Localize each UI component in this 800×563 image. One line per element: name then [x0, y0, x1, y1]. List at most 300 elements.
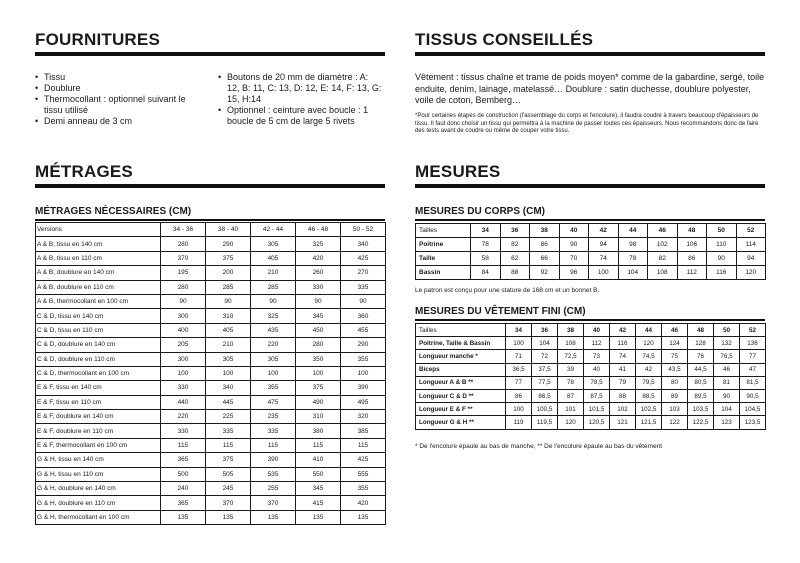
table-row [36, 496, 386, 510]
table-cell: 36,5 [506, 363, 532, 376]
table-row [416, 416, 766, 429]
row-label-cell: Bassin [416, 266, 471, 280]
table-row [36, 338, 386, 352]
table-cell: 86 [530, 238, 560, 252]
table-header-cell: 46 [648, 224, 678, 238]
row-label-cell: A & B, doublure en 140 cm [36, 266, 161, 280]
table-row [416, 363, 766, 376]
table-cell: 72 [532, 350, 558, 363]
table-cell: 210 [206, 338, 251, 352]
table-header-cell: 46 [662, 324, 688, 337]
table-cell: 86 [506, 389, 532, 402]
table-cell: 360 [341, 309, 386, 323]
table-cell: 82 [648, 252, 678, 266]
table-cell: 43,5 [662, 363, 688, 376]
table-cell: 240 [161, 482, 206, 496]
table-row [36, 467, 386, 481]
table-cell: 94 [589, 238, 619, 252]
table-cell: 285 [251, 280, 296, 294]
table-cell: 102,5 [636, 403, 662, 416]
table-header-cell: 42 [589, 224, 619, 238]
table-cell: 445 [206, 395, 251, 409]
row-label-cell: C & D, tissu en 110 cm [36, 323, 161, 337]
table-cell: 260 [296, 266, 341, 280]
table-header-cell: 52 [736, 224, 766, 238]
table-cell: 103,5 [688, 403, 714, 416]
metrages-subrule [35, 219, 385, 221]
table-cell: 225 [206, 410, 251, 424]
table-cell: 90 [714, 389, 740, 402]
table-cell: 280 [296, 338, 341, 352]
table-cell: 340 [206, 381, 251, 395]
table-cell: 305 [251, 237, 296, 251]
table-cell: 77 [506, 376, 532, 389]
row-label-cell: Longueur manche * [416, 350, 506, 363]
table-header-cell: 50 [707, 224, 737, 238]
table-cell: 116 [707, 266, 737, 280]
corps-note: Le patron est conçu pour une stature de 168 cm et un bonnet B. [415, 287, 600, 294]
fournitures-title: FOURNITURES [35, 30, 160, 49]
fini-subrule [415, 319, 765, 321]
table-cell: 115 [206, 438, 251, 452]
table-cell: 135 [341, 510, 386, 524]
metrages-rule [35, 184, 385, 188]
table-cell: 78 [558, 376, 584, 389]
table-cell: 365 [161, 496, 206, 510]
table-cell: 405 [251, 251, 296, 265]
table-row [416, 337, 766, 350]
table-header-cell: Tailles [416, 324, 506, 337]
table-cell: 39 [558, 363, 584, 376]
list-item: • Demi anneau de 3 cm [35, 116, 205, 127]
row-label-cell: G & H, doublure en 110 cm [36, 496, 161, 510]
table-cell: 81,5 [740, 376, 766, 389]
table-cell: 555 [341, 467, 386, 481]
table-cell: 96 [559, 266, 589, 280]
table-cell: 370 [206, 496, 251, 510]
row-label-cell: G & H, thermocollant en 100 cm [36, 510, 161, 524]
table-cell: 80,5 [688, 376, 714, 389]
tissus-rule [415, 52, 765, 56]
table-cell: 100 [161, 366, 206, 380]
table-cell: 100 [506, 337, 532, 350]
list-item: • Doublure [35, 83, 205, 94]
table-row [36, 323, 386, 337]
table-cell: 450 [296, 323, 341, 337]
table-row [36, 424, 386, 438]
table-cell: 94 [736, 252, 766, 266]
table-cell: 100 [206, 366, 251, 380]
table-cell: 115 [296, 438, 341, 452]
table-cell: 90 [206, 294, 251, 308]
table-cell: 365 [161, 453, 206, 467]
row-label-cell: G & H, tissu en 140 cm [36, 453, 161, 467]
fournitures-list-2 [218, 72, 383, 127]
table-header-cell: Versions [36, 223, 161, 237]
fournitures-list-1 [35, 72, 205, 127]
table-cell: 420 [341, 496, 386, 510]
table-header-cell: 34 - 36 [161, 223, 206, 237]
table-row [416, 252, 766, 266]
table-cell: 500 [161, 467, 206, 481]
metrages-table [35, 222, 386, 525]
table-cell: 535 [251, 467, 296, 481]
table-cell: 104 [532, 337, 558, 350]
table-cell: 120 [558, 416, 584, 429]
fini-subtitle: MESURES DU VÊTEMENT FINI (CM) [415, 306, 586, 317]
table-cell: 44,5 [688, 363, 714, 376]
table-cell: 375 [206, 453, 251, 467]
table-row [36, 438, 386, 452]
table-cell: 135 [296, 510, 341, 524]
table-cell: 390 [341, 381, 386, 395]
corps-subtitle: MESURES DU CORPS (CM) [415, 206, 546, 217]
table-cell: 205 [161, 338, 206, 352]
table-cell: 78 [618, 252, 648, 266]
table-row [416, 238, 766, 252]
table-row [36, 381, 386, 395]
table-cell: 195 [161, 266, 206, 280]
row-label-cell: A & B, tissu en 110 cm [36, 251, 161, 265]
fini-table [415, 323, 766, 430]
table-cell: 79 [610, 376, 636, 389]
table-row [36, 410, 386, 424]
table-cell: 120,5 [584, 416, 610, 429]
row-label-cell: Biceps [416, 363, 506, 376]
table-row [36, 482, 386, 496]
table-cell: 495 [341, 395, 386, 409]
table-header-cell: 40 [559, 224, 589, 238]
table-cell: 335 [206, 424, 251, 438]
table-row [416, 266, 766, 280]
table-row [36, 510, 386, 524]
table-cell: 455 [341, 323, 386, 337]
table-cell: 550 [296, 467, 341, 481]
table-row [36, 251, 386, 265]
table-cell: 345 [296, 482, 341, 496]
table-cell: 89,5 [688, 389, 714, 402]
table-cell: 90 [161, 294, 206, 308]
table-cell: 120 [736, 266, 766, 280]
table-cell: 124 [662, 337, 688, 350]
table-cell: 330 [296, 280, 341, 294]
table-cell: 425 [341, 251, 386, 265]
row-label-cell: C & D, doublure en 110 cm [36, 352, 161, 366]
table-cell: 405 [206, 323, 251, 337]
row-label-cell: E & F, thermocollant en 100 cm [36, 438, 161, 452]
table-cell: 420 [296, 251, 341, 265]
table-header-cell: 52 [740, 324, 766, 337]
table-row [36, 453, 386, 467]
metrages-title: MÉTRAGES [35, 162, 133, 181]
table-cell: 123 [714, 416, 740, 429]
table-row [416, 350, 766, 363]
tissus-paragraph: Vêtement : tissus chaîne et trame de poids moyen* comme de la gabardine, sergé, toile enduite, denim, lainage, matelassé… Doublure : satin duchesse, doublure polyester, voile de coton, Bemberg… [415, 72, 765, 105]
table-cell: 220 [161, 410, 206, 424]
table-cell: 310 [206, 309, 251, 323]
table-cell: 100 [341, 366, 386, 380]
table-cell: 210 [251, 266, 296, 280]
table-cell: 370 [161, 251, 206, 265]
table-cell: 290 [341, 338, 386, 352]
table-cell: 135 [251, 510, 296, 524]
table-cell: 77,5 [532, 376, 558, 389]
row-label-cell: Taille [416, 252, 471, 266]
table-cell: 115 [161, 438, 206, 452]
table-row [416, 376, 766, 389]
row-label-cell: G & H, tissu en 110 cm [36, 467, 161, 481]
list-item: • Boutons de 20 mm de diamètre : A: 12, B: 11, C: 13, D: 12, E: 14, F: 13, G: 15, H:14 [218, 72, 383, 105]
table-row [36, 294, 386, 308]
table-cell: 75 [662, 350, 688, 363]
row-label-cell: C & D, doublure en 140 cm [36, 338, 161, 352]
table-cell: 285 [206, 280, 251, 294]
table-header-cell: 50 [714, 324, 740, 337]
table-cell: 90 [251, 294, 296, 308]
table-cell: 86 [677, 252, 707, 266]
table-cell: 100 [296, 366, 341, 380]
table-cell: 42 [636, 363, 662, 376]
table-cell: 84 [471, 266, 501, 280]
mesures-title: MESURES [415, 162, 501, 181]
table-header-cell: 44 [636, 324, 662, 337]
table-cell: 62 [500, 252, 530, 266]
table-header-cell: 42 [610, 324, 636, 337]
row-label-cell: E & F, doublure en 110 cm [36, 424, 161, 438]
row-label-cell: E & F, doublure en 140 cm [36, 410, 161, 424]
table-cell: 103 [662, 403, 688, 416]
table-header-cell: 38 [558, 324, 584, 337]
table-cell: 58 [471, 252, 501, 266]
table-cell: 390 [251, 453, 296, 467]
table-header-cell: 34 [471, 224, 501, 238]
table-cell: 340 [341, 237, 386, 251]
table-cell: 280 [161, 237, 206, 251]
table-header-cell: 36 [532, 324, 558, 337]
table-cell: 102 [610, 403, 636, 416]
row-label-cell: C & D, thermocollant en 100 cm [36, 366, 161, 380]
table-cell: 121 [610, 416, 636, 429]
table-cell: 88,5 [636, 389, 662, 402]
corps-table [415, 223, 766, 280]
table-cell: 119,5 [532, 416, 558, 429]
table-cell: 200 [206, 266, 251, 280]
row-label-cell: A & B, thermocollant en 100 cm [36, 294, 161, 308]
table-cell: 82 [500, 238, 530, 252]
table-cell: 90 [707, 252, 737, 266]
table-cell: 270 [341, 266, 386, 280]
tissus-footnote: *Pour certaines étapes de construction (l'assemblage du corps et l'encolure), il faudra coudre à travers beaucoup d'épaisseurs de tissu. Il faut donc choisir un tissu qui permettra à la machine de passer toutes ces épaisseurs. Nous recommandons donc de faire des tests avant de coudre ou même de couper votre tissu. [415, 113, 759, 135]
table-cell: 355 [341, 482, 386, 496]
table-cell: 120 [636, 337, 662, 350]
table-cell: 88 [610, 389, 636, 402]
table-cell: 78 [471, 238, 501, 252]
table-cell: 330 [161, 424, 206, 438]
row-label-cell: Longueur E & F ** [416, 403, 506, 416]
table-cell: 72,5 [558, 350, 584, 363]
table-cell: 77 [740, 350, 766, 363]
row-label-cell: G & H, doublure en 140 cm [36, 482, 161, 496]
table-cell: 110 [707, 238, 737, 252]
table-cell: 106 [677, 238, 707, 252]
table-cell: 136 [740, 337, 766, 350]
table-cell: 325 [296, 237, 341, 251]
table-header-cell: Tailles [416, 224, 471, 238]
row-label-cell: A & B, doublure en 110 cm [36, 280, 161, 294]
table-header-cell: 48 [677, 224, 707, 238]
table-cell: 104 [618, 266, 648, 280]
table-cell: 300 [161, 352, 206, 366]
table-cell: 78,5 [584, 376, 610, 389]
table-cell: 385 [341, 424, 386, 438]
table-cell: 80 [662, 376, 688, 389]
metrages-subtitle: MÉTRAGES NÉCESSAIRES (CM) [35, 206, 192, 217]
row-label-cell: E & F, tissu en 140 cm [36, 381, 161, 395]
table-cell: 135 [206, 510, 251, 524]
table-cell: 41 [610, 363, 636, 376]
list-item: • Optionnel : ceinture avec boucle : 1 boucle de 5 cm de large 5 rivets [218, 105, 383, 127]
table-header-cell: 38 - 40 [206, 223, 251, 237]
table-row [36, 366, 386, 380]
table-row [36, 395, 386, 409]
table-cell: 74 [589, 252, 619, 266]
table-header-cell: 48 [688, 324, 714, 337]
row-label-cell: A & B, tissu en 140 cm [36, 237, 161, 251]
table-row [416, 403, 766, 416]
table-row [36, 237, 386, 251]
table-row [36, 309, 386, 323]
table-cell: 115 [251, 438, 296, 452]
table-cell: 380 [296, 424, 341, 438]
table-header-row [416, 224, 766, 238]
table-cell: 350 [296, 352, 341, 366]
table-cell: 74 [610, 350, 636, 363]
table-cell: 46 [714, 363, 740, 376]
table-cell: 132 [714, 337, 740, 350]
table-cell: 370 [251, 496, 296, 510]
table-cell: 245 [206, 482, 251, 496]
table-cell: 330 [161, 381, 206, 395]
row-label-cell: Longueur A & B ** [416, 376, 506, 389]
table-cell: 71 [506, 350, 532, 363]
table-cell: 440 [161, 395, 206, 409]
row-label-cell: Longueur C & D ** [416, 389, 506, 402]
table-cell: 47 [740, 363, 766, 376]
table-cell: 119 [506, 416, 532, 429]
table-cell: 375 [296, 381, 341, 395]
table-cell: 335 [251, 424, 296, 438]
table-cell: 290 [206, 237, 251, 251]
fournitures-rule [35, 52, 385, 56]
table-cell: 135 [161, 510, 206, 524]
list-item: • Thermocollant : optionnel suivant le tissu utilisé [35, 94, 195, 116]
table-header-cell: 50 - 52 [341, 223, 386, 237]
table-cell: 121,5 [636, 416, 662, 429]
table-cell: 86,5 [532, 389, 558, 402]
table-cell: 355 [251, 381, 296, 395]
table-cell: 335 [341, 280, 386, 294]
table-cell: 40 [584, 363, 610, 376]
table-cell: 108 [648, 266, 678, 280]
table-cell: 100 [506, 403, 532, 416]
table-cell: 74,5 [636, 350, 662, 363]
table-header-row [36, 223, 386, 237]
list-item: • Tissu [35, 72, 205, 83]
table-cell: 128 [688, 337, 714, 350]
fini-note: * De l'encolure épaule au bas de manche, ** De l'encolure épaule au bas du vêtement [415, 443, 663, 450]
table-header-row [416, 324, 766, 337]
table-cell: 235 [251, 410, 296, 424]
table-cell: 81 [714, 376, 740, 389]
table-cell: 410 [296, 453, 341, 467]
table-cell: 116 [610, 337, 636, 350]
table-row [416, 389, 766, 402]
table-cell: 345 [296, 309, 341, 323]
table-header-cell: 40 [584, 324, 610, 337]
table-cell: 79,5 [636, 376, 662, 389]
table-cell: 87,5 [584, 389, 610, 402]
table-cell: 375 [206, 251, 251, 265]
table-cell: 122 [662, 416, 688, 429]
table-cell: 101 [558, 403, 584, 416]
table-cell: 108 [558, 337, 584, 350]
table-cell: 104,5 [740, 403, 766, 416]
table-cell: 115 [341, 438, 386, 452]
table-cell: 415 [296, 496, 341, 510]
table-cell: 90,5 [740, 389, 766, 402]
table-row [36, 352, 386, 366]
row-label-cell: Poitrine [416, 238, 471, 252]
table-cell: 66 [530, 252, 560, 266]
tissus-title: TISSUS CONSEILLÉS [415, 30, 594, 49]
table-cell: 100 [589, 266, 619, 280]
table-header-cell: 38 [530, 224, 560, 238]
table-cell: 90 [341, 294, 386, 308]
row-label-cell: Poitrine, Taille & Bassin [416, 337, 506, 350]
mesures-rule [415, 184, 765, 188]
table-cell: 490 [296, 395, 341, 409]
table-cell: 90 [296, 294, 341, 308]
table-cell: 70 [559, 252, 589, 266]
table-cell: 112 [584, 337, 610, 350]
table-cell: 100 [251, 366, 296, 380]
table-cell: 305 [206, 352, 251, 366]
table-cell: 255 [251, 482, 296, 496]
table-header-cell: 44 [618, 224, 648, 238]
table-header-cell: 46 - 48 [296, 223, 341, 237]
table-cell: 505 [206, 467, 251, 481]
table-cell: 325 [251, 309, 296, 323]
table-cell: 37,5 [532, 363, 558, 376]
table-header-cell: 42 - 44 [251, 223, 296, 237]
table-cell: 123,5 [740, 416, 766, 429]
table-cell: 73 [584, 350, 610, 363]
row-label-cell: Longueur G & H ** [416, 416, 506, 429]
table-cell: 400 [161, 323, 206, 337]
table-cell: 92 [530, 266, 560, 280]
table-cell: 100,5 [532, 403, 558, 416]
table-cell: 310 [296, 410, 341, 424]
table-cell: 435 [251, 323, 296, 337]
table-cell: 425 [341, 453, 386, 467]
corps-subrule [415, 219, 765, 221]
row-label-cell: E & F, tissu en 110 cm [36, 395, 161, 409]
table-cell: 300 [161, 309, 206, 323]
table-cell: 220 [251, 338, 296, 352]
table-cell: 88 [500, 266, 530, 280]
table-header-cell: 36 [500, 224, 530, 238]
row-label-cell: C & D, tissu en 140 cm [36, 309, 161, 323]
